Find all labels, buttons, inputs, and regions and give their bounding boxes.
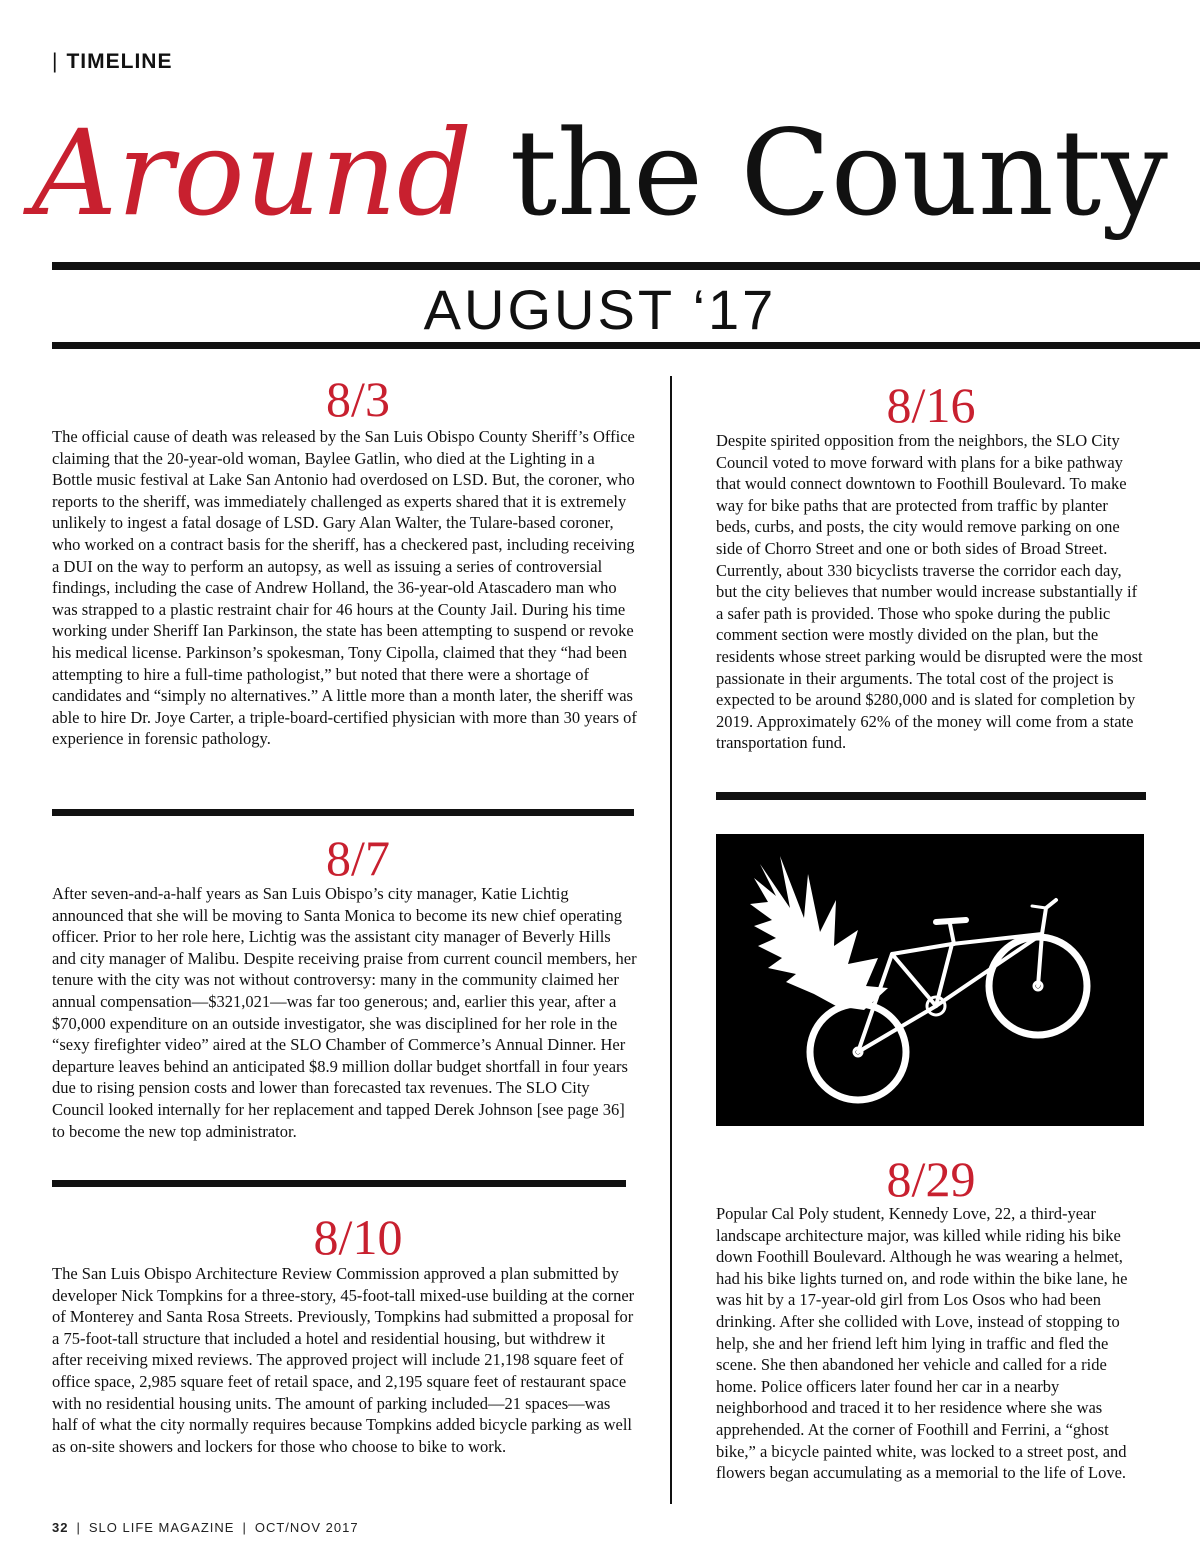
entry-date-8-10: 8/10 [313, 1209, 403, 1265]
footer-separator: | [242, 1520, 247, 1535]
issue-date: OCT/NOV 2017 [254, 1520, 359, 1535]
entry-date-8-7: 8/7 [326, 830, 390, 886]
page-title [0, 98, 1200, 248]
page-title-accent: Around [32, 104, 473, 242]
entry-date-8-16: 8/16 [886, 377, 976, 433]
column-divider [670, 376, 672, 1504]
masthead-bottom-rule [52, 342, 1200, 349]
page-number: 32 [52, 1520, 69, 1535]
entry-divider [52, 1180, 626, 1187]
entry-date-8-29: 8/29 [886, 1151, 976, 1207]
entry-text-8-10: The San Luis Obispo Architecture Review Commission approved a plan submitted by developer Nick Tompkins for a three-story, 45-foot-tall mixed-use building at the corner of Monterey and Santa Rosa Streets. Previously, Tompkins had submitted a proposal for a 75-foot-tall structure that included a hotel and residential housing, but withdrew it after receiving mixed reviews. The approved project will include 21,198 square feet of office space, 2,985 square feet of retail space, and 2,195 square feet of restaurant space with no residential housing units. The amount of parking included—21 spaces—was half of what the city normally requires because Tompkins added bicycle parking as well as on-site showers and lockers for those who choose to bike to work. [52, 1264, 635, 1456]
footer-separator: | [76, 1520, 81, 1535]
page-title-rest: the County [509, 104, 1168, 242]
entry-text-8-29: Popular Cal Poly student, Kennedy Love, 22, a third-year landscape architecture major, was killed while riding his bike down Foothill Boulevard. Although he was wearing a helmet, had his bike lights turned on, and rode within the bike lane, he was hit by a 17-year-old girl from Los Osos who had been drinking. After she collided with Love, instead of stopping to help, she and her friend left him lying in traffic and fled the scene. She then abandoned her vehicle and called for a ride home. Police officers later found her car in a nearby neighborhood and traced it to her residence where she was apprehended. At the corner of Foothill and Ferrini, a “ghost bike,” a bicycle painted white, was locked to a street post, and flowers began accumulating as a memorial to the life of Love. [716, 1204, 1128, 1483]
masthead-top-rule [52, 262, 1200, 270]
ghost-bike-photo [716, 834, 1144, 1126]
month-heading: AUGUST ‘17 [423, 278, 777, 341]
section-divider: | [52, 50, 59, 73]
section-label-text: TIMELINE [66, 50, 173, 73]
entry-text-8-16: Despite spirited opposition from the neighbors, the SLO City Council voted to move forward with plans for a bike pathway that would connect downtown to Foothill Boulevard. To make way for bike paths that are protected from traffic by planter beds, curbs, and posts, the city would remove parking on one side of Chorro Street and one or both sides of Broad Street. Currently, about 330 bicyclists traverse the corridor each day, but the city believes that number would increase substantially if a safer path is provided. Those who spoke during the public comment section were mostly divided on the plan, but the residents whose street parking would be disrupted were the most passionate in their arguments. The total cost of the project is expected to be around $280,000 and is slated for completion by 2019. Approximately 62% of the money will come from a state transportation fund. [716, 431, 1143, 753]
entry-divider [716, 792, 1146, 800]
section-label [52, 50, 172, 74]
publication-name: SLO LIFE MAGAZINE [88, 1520, 235, 1535]
winged-bicycle-icon [716, 834, 1144, 1126]
entry-text-8-3: The official cause of death was released by the San Luis Obispo County Sheriff’s Office claiming that the 20-year-old woman, Baylee Gatlin, who died at the Lighting in a Bottle music festival at Lake San Antonio had overdosed on LSD. But, the coroner, who reports to the sheriff, was immediately challenged as experts shared that it is extremely unlikely to ingest a fatal dosage of LSD. Gary Alan Walter, the Tulare-based coroner, who worked on a contract basis for the sheriff, has a checkered past, including receiving a DUI on the way to perform an autopsy, as well as issuing a series of controversial findings, including the case of Andrew Holland, the 36-year-old Atascadero man who was strapped to a plastic restraint chair for 46 hours at the County Jail. During his time working under Sheriff Ian Parkinson, the state has been attempting to suspend or revoke his medical license. Parkinson’s spokesman, Tony Cipolla, claimed that they “had been attempting to hire a full-time pathologist,” but noted that there were a shortage of candidates and “simply no alternatives.” A little more than a month later, the sheriff was able to hire Dr. Joye Carter, a triple-board-certified physician with more than 30 years of experience in forensic pathology. [52, 427, 637, 749]
page-footer [52, 1520, 359, 1535]
entry-text-8-7: After seven-and-a-half years as San Luis Obispo’s city manager, Katie Lichtig announced that she will be moving to Santa Monica to become its new chief operating officer. Prior to her role here, Lichtig was the assistant city manager of Beverly Hills and city manager of Malibu. Despite receiving praise from current council members, her tenure with the city was not without controversy: many in the community claimed her annual compensation—$321,021—was far too generous; and, earlier this year, after a $70,000 expenditure on an outside investigator, she was disciplined for her role in the “sexy firefighter video” aired at the SLO Chamber of Commerce’s Annual Dinner. Her departure leaves behind an anticipated $8.9 million dollar budget shortfall in four years due to rising pension costs and lower than forecasted tax revenues. The SLO City Council looked internally for her replacement and tapped Derek Johnson [see page 36] to become the new top administrator. [52, 884, 637, 1141]
entry-date-8-3: 8/3 [326, 371, 390, 427]
entry-divider [52, 809, 634, 816]
